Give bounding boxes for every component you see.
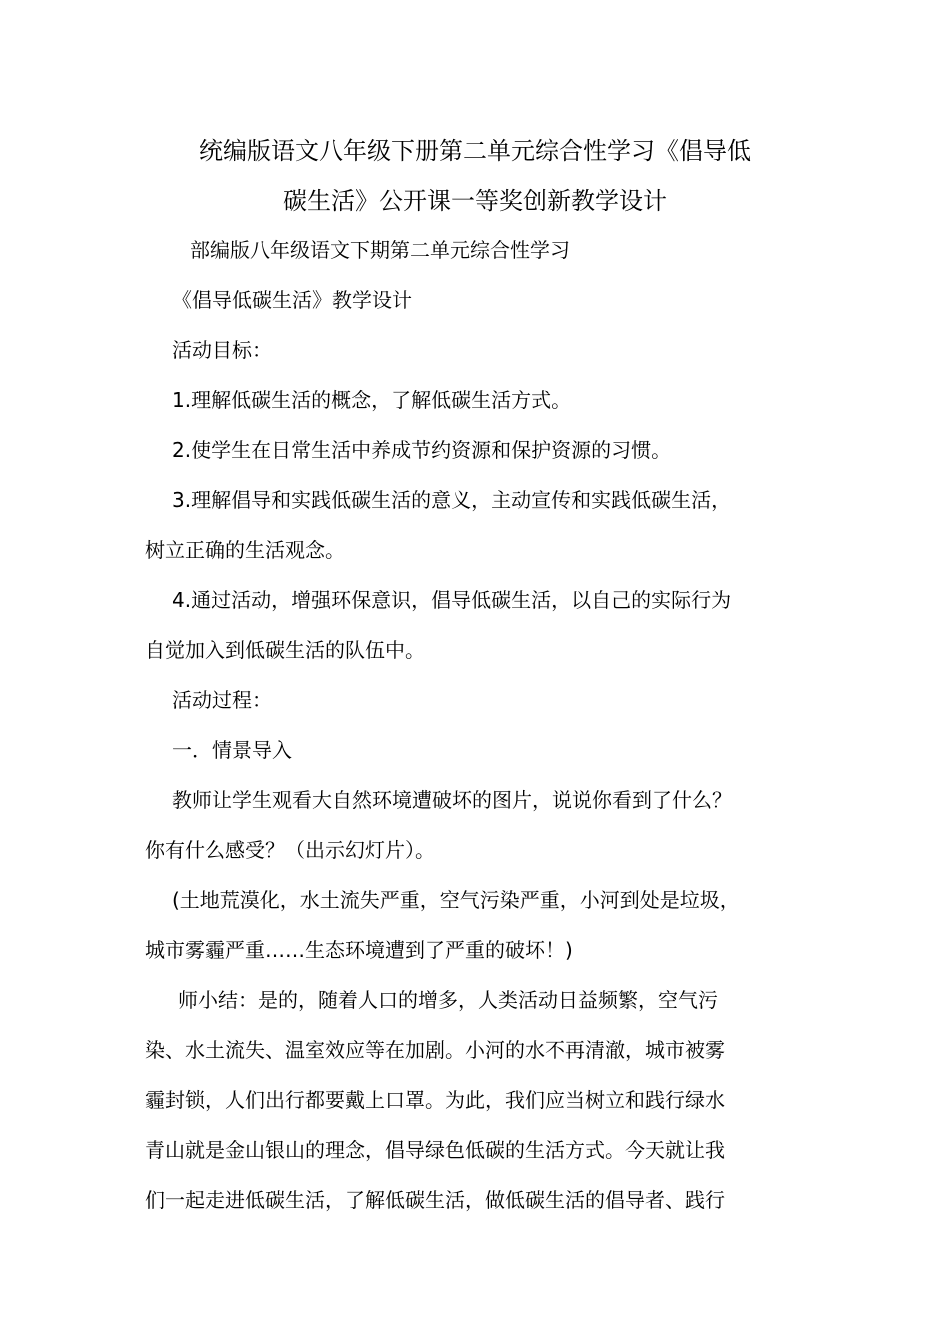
paragraph-line: 们一起走进低碳生活，了解低碳生活，做低碳生活的倡导者、践行 xyxy=(145,1188,725,1212)
goal-item-3-cont: 树立正确的生活观念。 xyxy=(145,538,345,562)
paragraph-line: 城市雾霾严重……生态环境遭到了严重的破坏！) xyxy=(145,938,573,962)
document-title-line-1: 统编版语文八年级下册第二单元综合性学习《倡导低 xyxy=(199,137,751,165)
goal-item-4-cont: 自觉加入到低碳生活的队伍中。 xyxy=(145,638,425,662)
paragraph-line: 霾封锁，人们出行都要戴上口罩。为此，我们应当树立和践行绿水 xyxy=(145,1088,725,1112)
subtitle-line-2: 《倡导低碳生活》教学设计 xyxy=(172,288,412,312)
section-heading-process: 活动过程： xyxy=(172,688,272,712)
goal-item-2: 2.使学生在日常生活中养成节约资源和保护资源的习惯。 xyxy=(172,438,672,462)
document-title-line-2: 碳生活》公开课一等奖创新教学设计 xyxy=(283,187,667,215)
subtitle-line-1: 部编版八年级语文下期第二单元综合性学习 xyxy=(190,238,570,262)
goal-item-1: 1.理解低碳生活的概念，了解低碳生活方式。 xyxy=(172,388,572,412)
section-heading-goals: 活动目标： xyxy=(172,338,272,362)
paragraph-line: 青山就是金山银山的理念，倡导绿色低碳的生活方式。今天就让我 xyxy=(145,1138,725,1162)
goal-item-3: 3.理解倡导和实践低碳生活的意义，主动宣传和实践低碳生活， xyxy=(172,488,732,512)
process-step-1-heading: 一．情景导入 xyxy=(172,738,292,762)
paragraph-line: 染、水土流失、温室效应等在加剧。小河的水不再清澈，城市被雾 xyxy=(145,1038,725,1062)
paragraph-line: 师小结：是的，随着人口的增多，人类活动日益频繁，空气污 xyxy=(178,988,718,1012)
paragraph-line: (土地荒漠化，水土流失严重，空气污染严重，小河到处是垃圾， xyxy=(172,888,740,912)
goal-item-4: 4.通过活动，增强环保意识，倡导低碳生活，以自己的实际行为 xyxy=(172,588,732,612)
paragraph-line: 你有什么感受？（出示幻灯片）。 xyxy=(145,838,435,862)
paragraph-line: 教师让学生观看大自然环境遭破坏的图片，说说你看到了什么？ xyxy=(172,788,732,812)
